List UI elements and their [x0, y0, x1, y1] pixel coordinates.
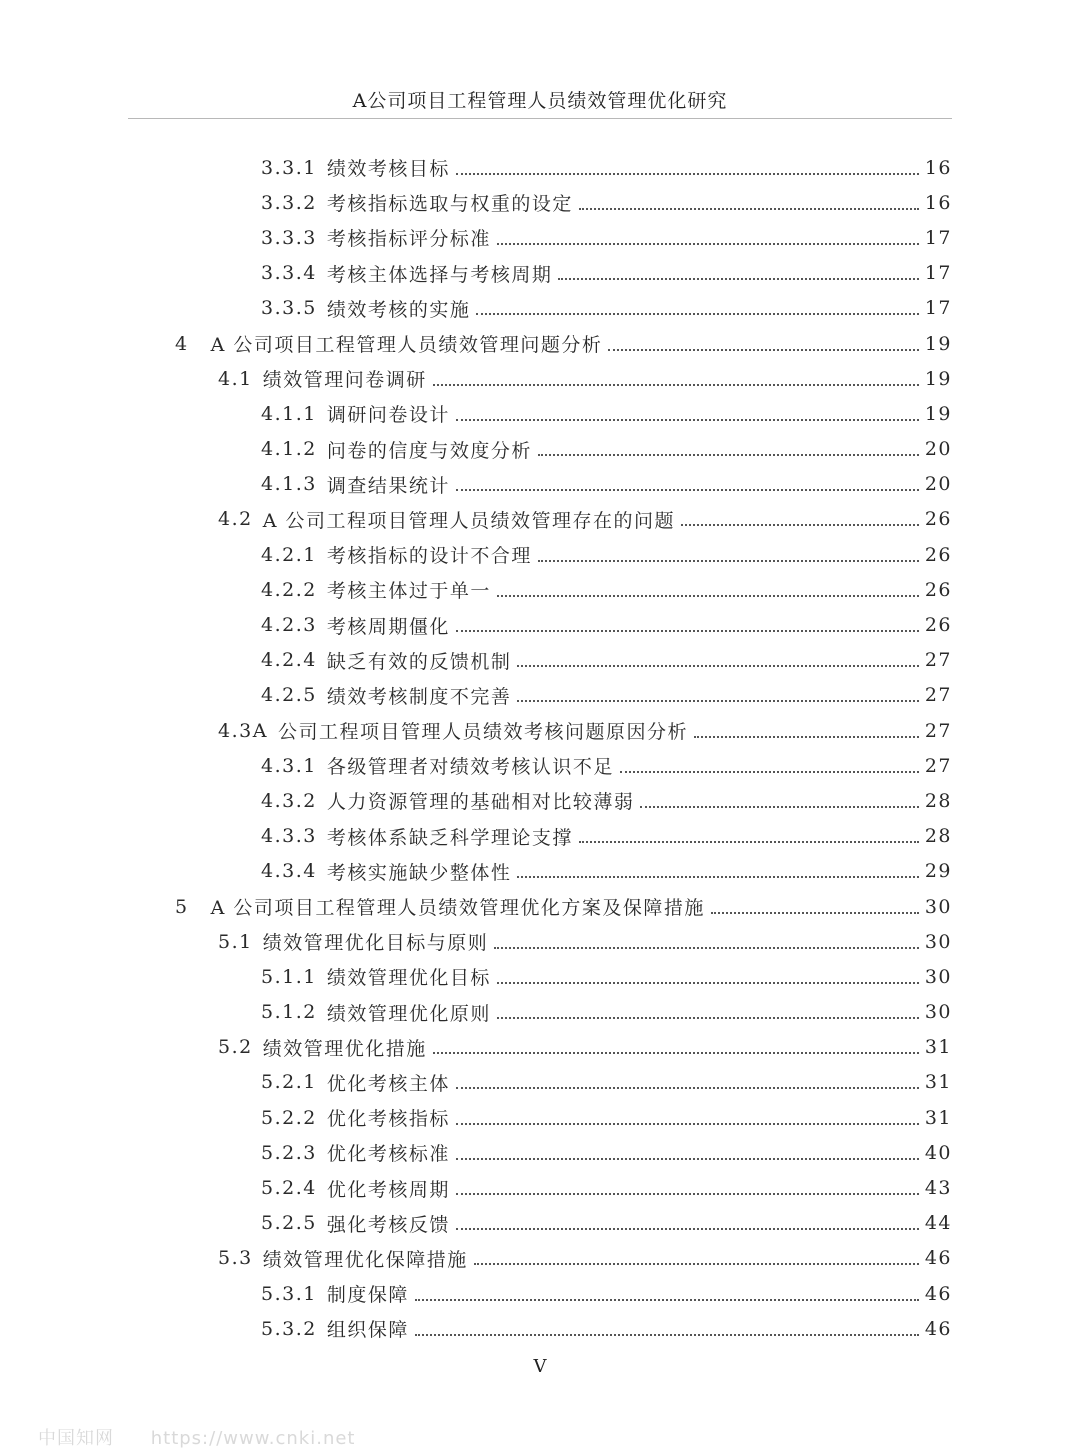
toc-entry-page: 26	[924, 508, 952, 531]
toc-dot-leader	[538, 560, 919, 562]
toc-entry-number: 5.1.1	[261, 965, 317, 988]
toc-dot-leader	[456, 1158, 919, 1160]
toc-dot-leader	[456, 630, 919, 632]
toc-entry-number: 3.3.2	[261, 191, 317, 214]
toc-entry-title: 绩效管理优化目标与原则	[262, 932, 489, 955]
toc-entry-title: 组织保障	[326, 1319, 409, 1342]
toc-dot-leader	[433, 1052, 919, 1054]
toc-entry-page: 43	[924, 1177, 952, 1200]
toc-entry[interactable]	[0, 537, 1080, 572]
toc-entry-title: 问卷的信度与效度分析	[326, 439, 532, 462]
toc-dot-leader	[579, 208, 919, 210]
toc-entry-number: 4.2	[218, 508, 253, 531]
toc-entry-page: 28	[924, 789, 952, 812]
toc-entry-page: 16	[924, 191, 952, 214]
toc-entry-number: 4.3.1	[261, 754, 317, 777]
toc-dot-leader	[474, 1263, 919, 1265]
toc-entry[interactable]	[0, 889, 1080, 924]
table-of-contents	[0, 150, 1080, 1346]
toc-entry-title: 考核主体选择与考核周期	[326, 263, 553, 286]
toc-entry[interactable]	[0, 572, 1080, 607]
toc-entry[interactable]	[0, 643, 1080, 678]
toc-dot-leader	[456, 173, 919, 175]
toc-dot-leader	[694, 736, 919, 738]
toc-entry-page: 16	[924, 156, 952, 179]
toc-entry[interactable]	[0, 854, 1080, 889]
toc-entry-title: 绩效考核的实施	[326, 298, 471, 321]
toc-entry-number: 5.2.5	[261, 1212, 317, 1235]
toc-dot-leader	[497, 243, 919, 245]
toc-entry[interactable]	[0, 1276, 1080, 1311]
toc-entry-title: 绩效管理优化原则	[326, 1002, 491, 1025]
toc-dot-leader	[681, 524, 919, 526]
toc-entry-title: 考核指标评分标准	[326, 228, 491, 251]
toc-entry[interactable]	[0, 1100, 1080, 1135]
toc-entry-number: 3.3.4	[261, 262, 317, 285]
toc-entry-page: 26	[924, 614, 952, 637]
toc-entry-page: 30	[924, 930, 952, 953]
toc-dot-leader	[494, 947, 919, 949]
watermark	[38, 1424, 385, 1450]
toc-dot-leader	[456, 489, 919, 491]
toc-dot-leader	[456, 1228, 919, 1230]
toc-dot-leader	[608, 349, 918, 351]
toc-entry-page: 31	[924, 1071, 952, 1094]
toc-entry[interactable]	[0, 326, 1080, 361]
toc-dot-leader	[497, 982, 919, 984]
toc-entry-number: 4.1.1	[261, 402, 317, 425]
toc-dot-leader	[497, 595, 919, 597]
toc-entry-number: 5.2.4	[261, 1177, 317, 1200]
toc-entry-title: 制度保障	[326, 1284, 409, 1307]
toc-entry-number: 5	[175, 895, 189, 918]
toc-entry-page: 26	[924, 543, 952, 566]
toc-dot-leader	[620, 771, 919, 773]
toc-entry-page: 19	[924, 402, 952, 425]
toc-entry[interactable]	[0, 783, 1080, 818]
toc-entry-page: 46	[924, 1317, 952, 1340]
header-divider	[128, 118, 952, 119]
toc-entry-number: 4.2.5	[261, 684, 317, 707]
toc-entry[interactable]	[0, 995, 1080, 1030]
toc-entry[interactable]	[0, 361, 1080, 396]
toc-entry[interactable]	[0, 150, 1080, 185]
toc-dot-leader	[640, 806, 918, 808]
toc-dot-leader	[517, 665, 918, 667]
toc-entry-page: 30	[924, 1001, 952, 1024]
toc-entry-page: 29	[924, 860, 952, 883]
toc-dot-leader	[538, 454, 919, 456]
toc-dot-leader	[456, 1123, 919, 1125]
toc-entry-page: 19	[924, 367, 952, 390]
page-number: V	[533, 1356, 547, 1377]
toc-entry-title: 优化考核周期	[326, 1178, 450, 1201]
toc-entry-number: 5.3.1	[261, 1282, 317, 1305]
toc-entry-title: 强化考核反馈	[326, 1213, 450, 1236]
toc-entry[interactable]	[0, 291, 1080, 326]
toc-dot-leader	[456, 419, 919, 421]
toc-entry[interactable]	[0, 748, 1080, 783]
toc-entry-number: 4.1.3	[261, 473, 317, 496]
toc-entry-number: 5.2.1	[261, 1071, 317, 1094]
running-header: A公司项目工程管理人员绩效管理优化研究	[352, 90, 728, 112]
toc-entry-page: 44	[924, 1212, 952, 1235]
toc-entry-number: 3.3.5	[261, 297, 317, 320]
toc-entry-page: 27	[924, 684, 952, 707]
toc-dot-leader	[517, 700, 918, 702]
toc-entry[interactable]	[0, 1065, 1080, 1100]
toc-entry-title: 绩效管理优化措施	[262, 1037, 427, 1060]
toc-entry-title: 优化考核标准	[326, 1143, 450, 1166]
toc-entry-title: 绩效考核目标	[326, 158, 450, 181]
toc-entry-page: 17	[924, 262, 952, 285]
toc-dot-leader	[579, 841, 919, 843]
toc-entry-number: 4.2.3	[261, 614, 317, 637]
toc-entry-number: 3.3.1	[261, 156, 317, 179]
toc-entry-page: 30	[924, 895, 952, 918]
toc-entry-title: 绩效考核制度不完善	[326, 685, 512, 708]
toc-entry-page: 26	[924, 578, 952, 601]
toc-entry[interactable]	[0, 502, 1080, 537]
toc-entry-title: 调查结果统计	[326, 474, 450, 497]
toc-entry-title: A 公司项目工程管理人员绩效管理优化方案及保障措施	[210, 897, 705, 920]
toc-entry-page: 27	[924, 649, 952, 672]
toc-entry-number: 5.1	[218, 930, 253, 953]
toc-entry-title: 各级管理者对绩效考核认识不足	[326, 756, 614, 779]
toc-entry[interactable]	[0, 959, 1080, 994]
toc-entry-number: 5.3	[218, 1247, 253, 1270]
toc-dot-leader	[476, 313, 918, 315]
toc-dot-leader	[497, 1017, 919, 1019]
toc-entry-page: 46	[924, 1247, 952, 1270]
toc-dot-leader	[517, 876, 918, 878]
toc-entry-title: 调研问卷设计	[326, 404, 450, 427]
toc-entry-title: 考核指标选取与权重的设定	[326, 193, 573, 216]
toc-entry[interactable]	[0, 1311, 1080, 1346]
toc-entry-title: A 公司工程项目管理人员绩效管理存在的问题	[262, 509, 675, 532]
toc-entry-page: 40	[924, 1141, 952, 1164]
toc-entry-page: 20	[924, 473, 952, 496]
toc-entry-page: 28	[924, 825, 952, 848]
toc-entry-number: 4.3.3	[261, 825, 317, 848]
watermark-site-name: 中国知网	[38, 1428, 114, 1449]
toc-entry-page: 31	[924, 1106, 952, 1129]
toc-entry-page: 27	[924, 719, 952, 742]
toc-entry-number: 4.3.2	[261, 789, 317, 812]
toc-entry-number: 5.2.3	[261, 1141, 317, 1164]
toc-entry-title: A 公司项目工程管理人员绩效管理问题分析	[210, 334, 603, 357]
toc-dot-leader	[456, 1193, 919, 1195]
toc-entry-number: 4.3.4	[261, 860, 317, 883]
toc-entry-number: 5.1.2	[261, 1001, 317, 1024]
toc-entry-number: 5.2.2	[261, 1106, 317, 1129]
toc-entry-number: 3.3.3	[261, 226, 317, 249]
toc-entry[interactable]	[0, 607, 1080, 642]
toc-entry[interactable]	[0, 1206, 1080, 1241]
toc-dot-leader	[711, 912, 919, 914]
toc-entry-title: 绩效管理问卷调研	[262, 369, 427, 392]
toc-entry-page: 46	[924, 1282, 952, 1305]
toc-entry-number: 4.2.4	[261, 649, 317, 672]
toc-entry-number: 4.1.2	[261, 438, 317, 461]
toc-entry-number: 4.2.1	[261, 543, 317, 566]
toc-entry-page: 30	[924, 965, 952, 988]
toc-entry-number: 4.1	[218, 367, 253, 390]
toc-dot-leader	[415, 1299, 919, 1301]
watermark-site-url: https://www.cnki.net	[150, 1428, 356, 1449]
toc-entry-page: 17	[924, 297, 952, 320]
toc-entry[interactable]	[0, 924, 1080, 959]
toc-entry[interactable]	[0, 1030, 1080, 1065]
toc-entry-title: 人力资源管理的基础相对比较薄弱	[326, 791, 635, 814]
toc-entry[interactable]	[0, 1170, 1080, 1205]
toc-entry[interactable]	[0, 678, 1080, 713]
toc-entry-number: 5.2	[218, 1036, 253, 1059]
toc-entry-title: 优化考核指标	[326, 1108, 450, 1131]
toc-entry[interactable]	[0, 1135, 1080, 1170]
toc-entry-title: 绩效管理优化目标	[326, 967, 491, 990]
toc-entry-title: 考核主体过于单一	[326, 580, 491, 603]
toc-entry-title: 考核周期僵化	[326, 615, 450, 638]
toc-dot-leader	[415, 1334, 919, 1336]
toc-entry[interactable]	[0, 713, 1080, 748]
toc-entry-title: 优化考核主体	[326, 1072, 450, 1095]
toc-entry-title: 考核体系缺乏科学理论支撑	[326, 826, 573, 849]
toc-entry-title: 绩效管理优化保障措施	[262, 1248, 468, 1271]
toc-entry-title: 公司工程项目管理人员绩效考核问题原因分析	[277, 721, 688, 744]
toc-dot-leader	[456, 1087, 919, 1089]
toc-entry-page: 31	[924, 1036, 952, 1059]
toc-entry[interactable]	[0, 467, 1080, 502]
toc-entry-page: 17	[924, 226, 952, 249]
toc-entry[interactable]	[0, 256, 1080, 291]
toc-entry-page: 19	[924, 332, 952, 355]
toc-entry-page: 20	[924, 438, 952, 461]
toc-dot-leader	[558, 278, 918, 280]
toc-entry[interactable]	[0, 396, 1080, 431]
toc-entry-number: 4	[175, 332, 189, 355]
toc-entry[interactable]	[0, 432, 1080, 467]
toc-entry-title: 考核实施缺少整体性	[326, 861, 512, 884]
toc-entry[interactable]	[0, 185, 1080, 220]
toc-entry-number: 4.2.2	[261, 578, 317, 601]
toc-entry-title: 缺乏有效的反馈机制	[326, 650, 512, 673]
toc-entry[interactable]	[0, 1241, 1080, 1276]
toc-dot-leader	[433, 384, 919, 386]
toc-entry-page: 27	[924, 754, 952, 777]
toc-entry-title: 考核指标的设计不合理	[326, 545, 532, 568]
toc-entry[interactable]	[0, 220, 1080, 255]
toc-entry-number: 4.3A	[218, 719, 268, 742]
toc-entry-number: 5.3.2	[261, 1317, 317, 1340]
toc-entry[interactable]	[0, 819, 1080, 854]
